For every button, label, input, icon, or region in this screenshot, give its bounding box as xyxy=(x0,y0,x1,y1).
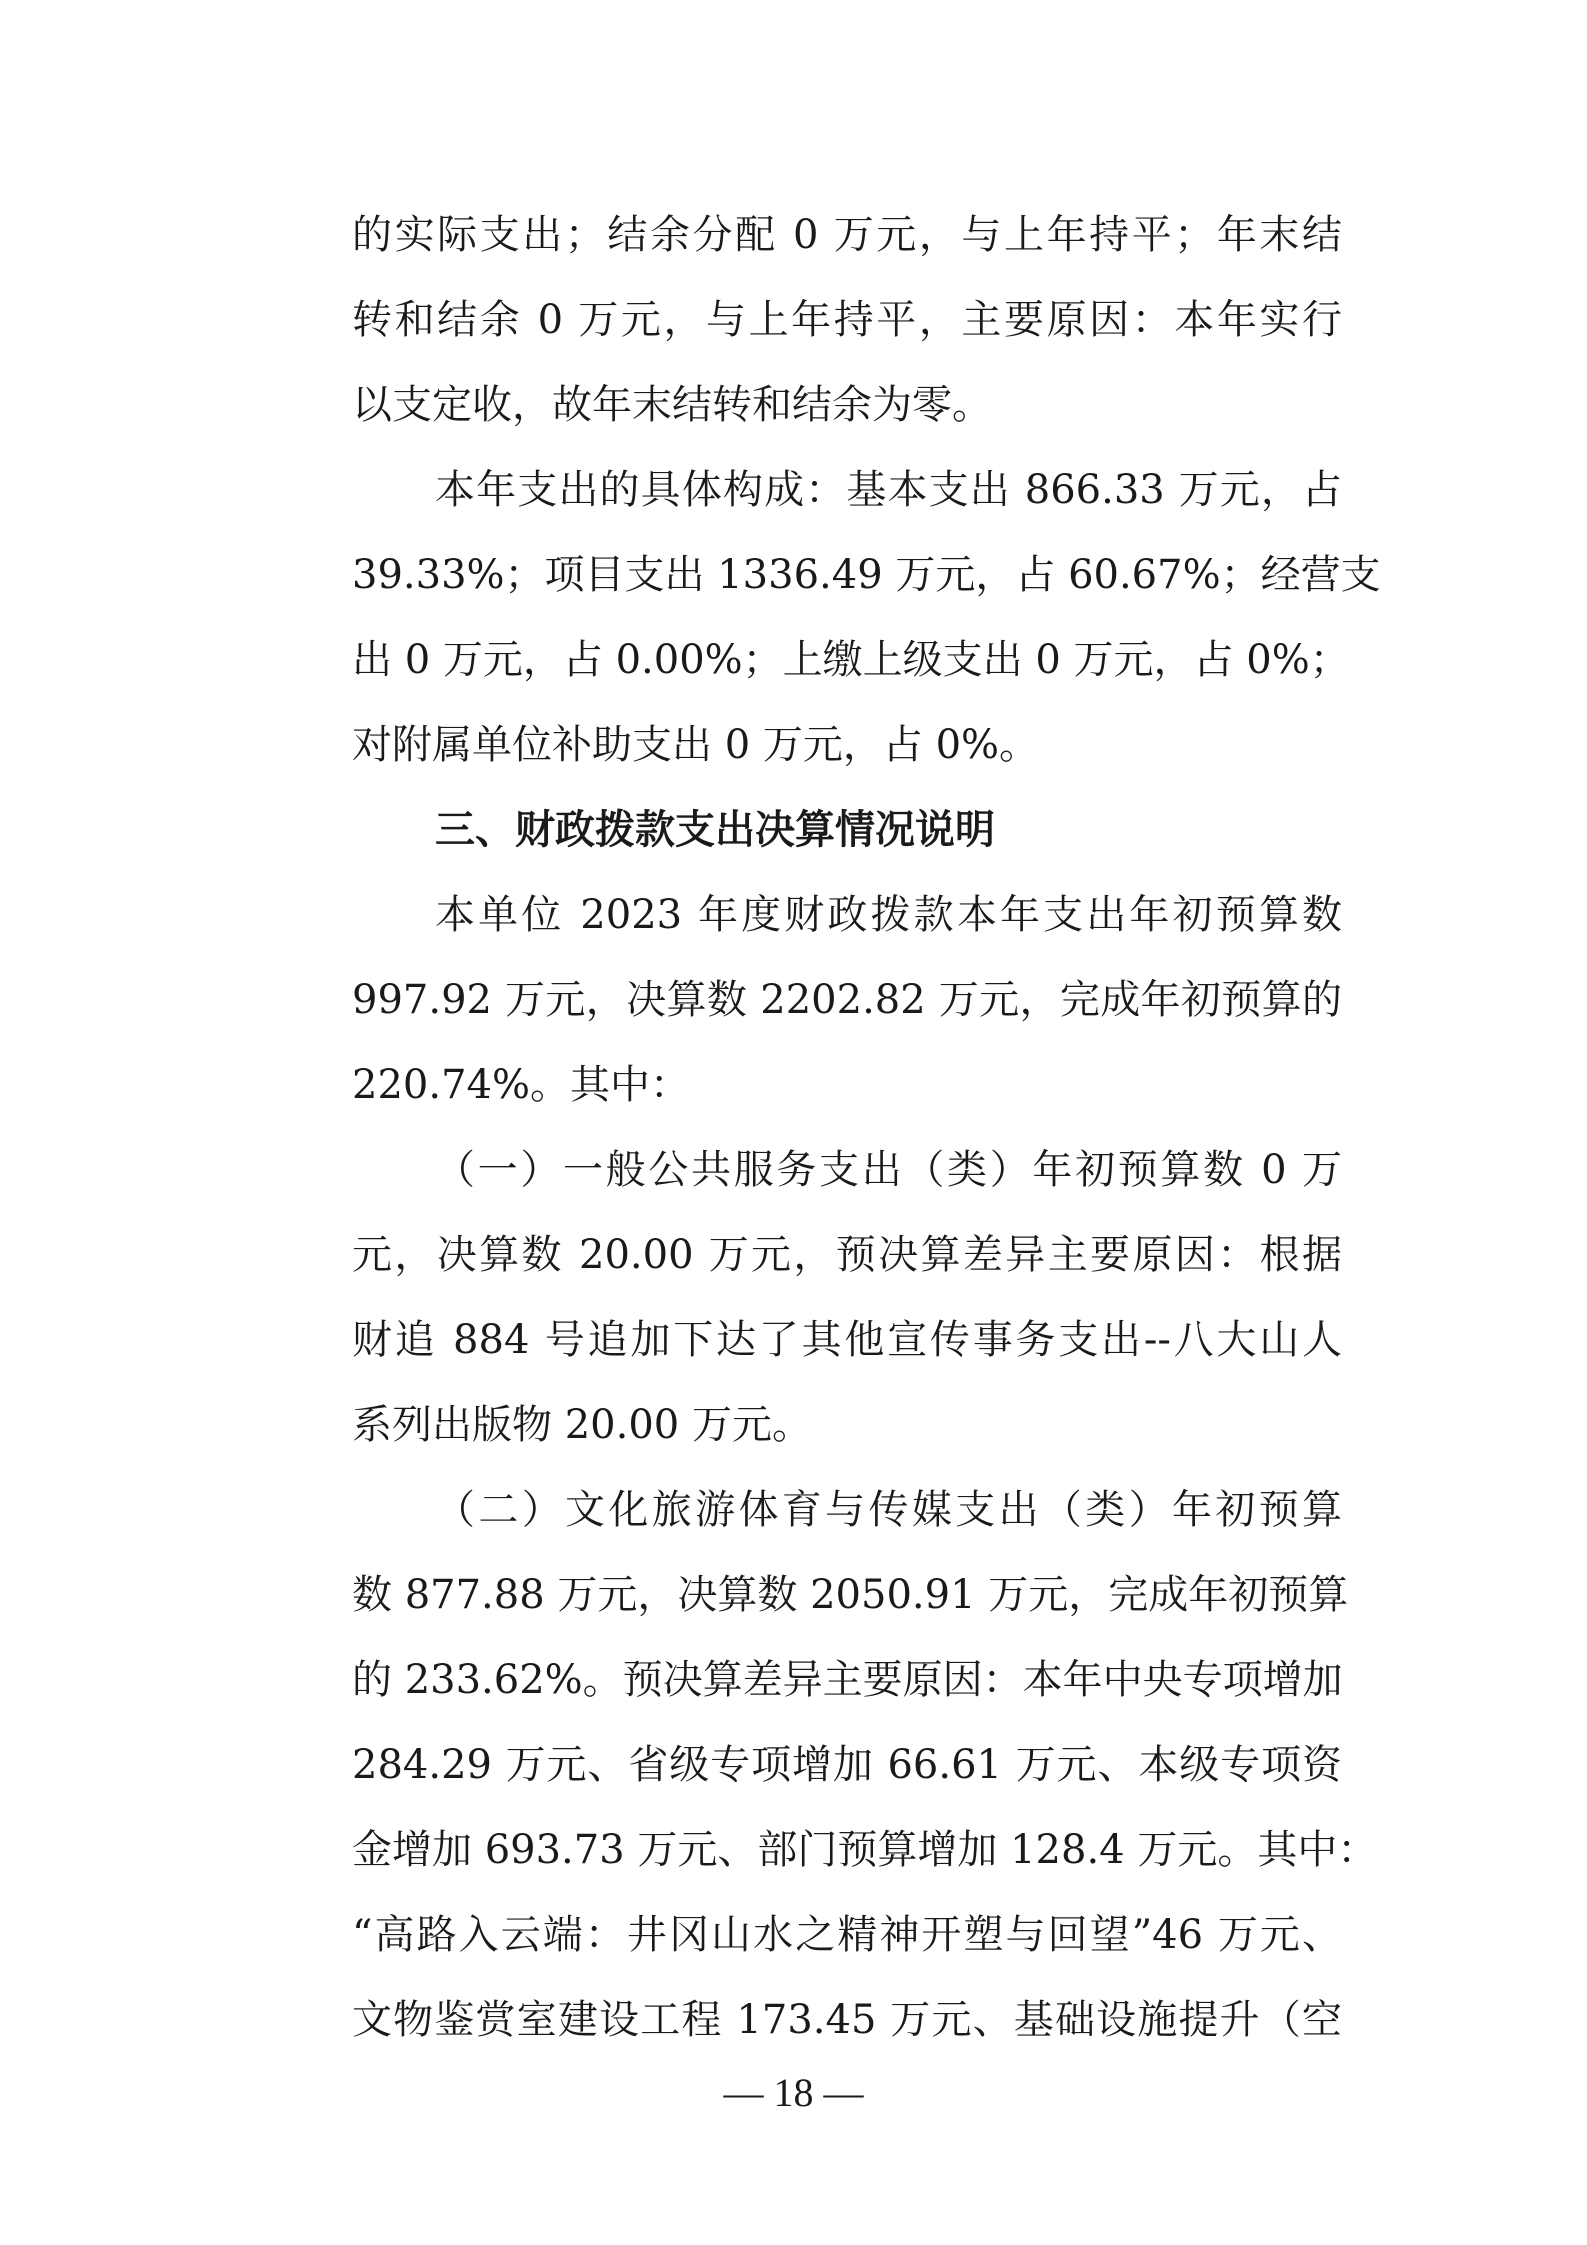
text-line: 的实际支出；结余分配 0 万元，与上年持平；年末结 xyxy=(352,212,1342,258)
text-line: 金增加 693.73 万元、部门预算增加 128.4 万元。其中： xyxy=(352,1827,1378,1873)
text-line: 本年支出的具体构成：基本支出 866.33 万元，占 xyxy=(435,467,1342,513)
text-line: 系列出版物 20.00 万元。 xyxy=(352,1402,812,1448)
text-line: 284.29 万元、省级专项增加 66.61 万元、本级专项资 xyxy=(352,1742,1342,1788)
text-line: 39.33%；项目支出 1336.49 万元，占 60.67%；经营支 xyxy=(352,552,1381,598)
text-line: 数 877.88 万元，决算数 2050.91 万元，完成年初预算 xyxy=(352,1572,1349,1618)
text-line: 本单位 2023 年度财政拨款本年支出年初预算数 xyxy=(435,892,1342,938)
text-line: 以支定收，故年末结转和结余为零。 xyxy=(352,382,992,428)
text-line: （二）文化旅游体育与传媒支出（类）年初预算 xyxy=(435,1487,1342,1533)
text-line: 出 0 万元，占 0.00%；上缴上级支出 0 万元，占 0%； xyxy=(352,637,1350,683)
text-line: 对附属单位补助支出 0 万元，占 0%。 xyxy=(352,722,1040,768)
text-line: 220.74%。其中： xyxy=(352,1062,690,1108)
text-line: 元，决算数 20.00 万元，预决算差异主要原因：根据 xyxy=(352,1232,1342,1278)
section-heading: 三、财政拨款支出决算情况说明 xyxy=(435,807,995,853)
text-line: （一）一般公共服务支出（类）年初预算数 0 万 xyxy=(435,1147,1342,1193)
text-line: 财追 884 号追加下达了其他宣传事务支出--八大山人 xyxy=(352,1317,1342,1363)
page-number: — 18 — xyxy=(723,2070,864,2115)
text-line: 的 233.62%。预决算差异主要原因：本年中央专项增加 xyxy=(352,1657,1343,1703)
text-line: 997.92 万元，决算数 2202.82 万元，完成年初预算的 xyxy=(352,977,1342,1023)
text-line: 转和结余 0 万元，与上年持平，主要原因：本年实行 xyxy=(352,297,1342,343)
text-line: 文物鉴赏室建设工程 173.45 万元、基础设施提升（空 xyxy=(352,1997,1342,2043)
text-line: “高路入云端：井冈山水之精神开塑与回望”46 万元、 xyxy=(352,1912,1342,1958)
